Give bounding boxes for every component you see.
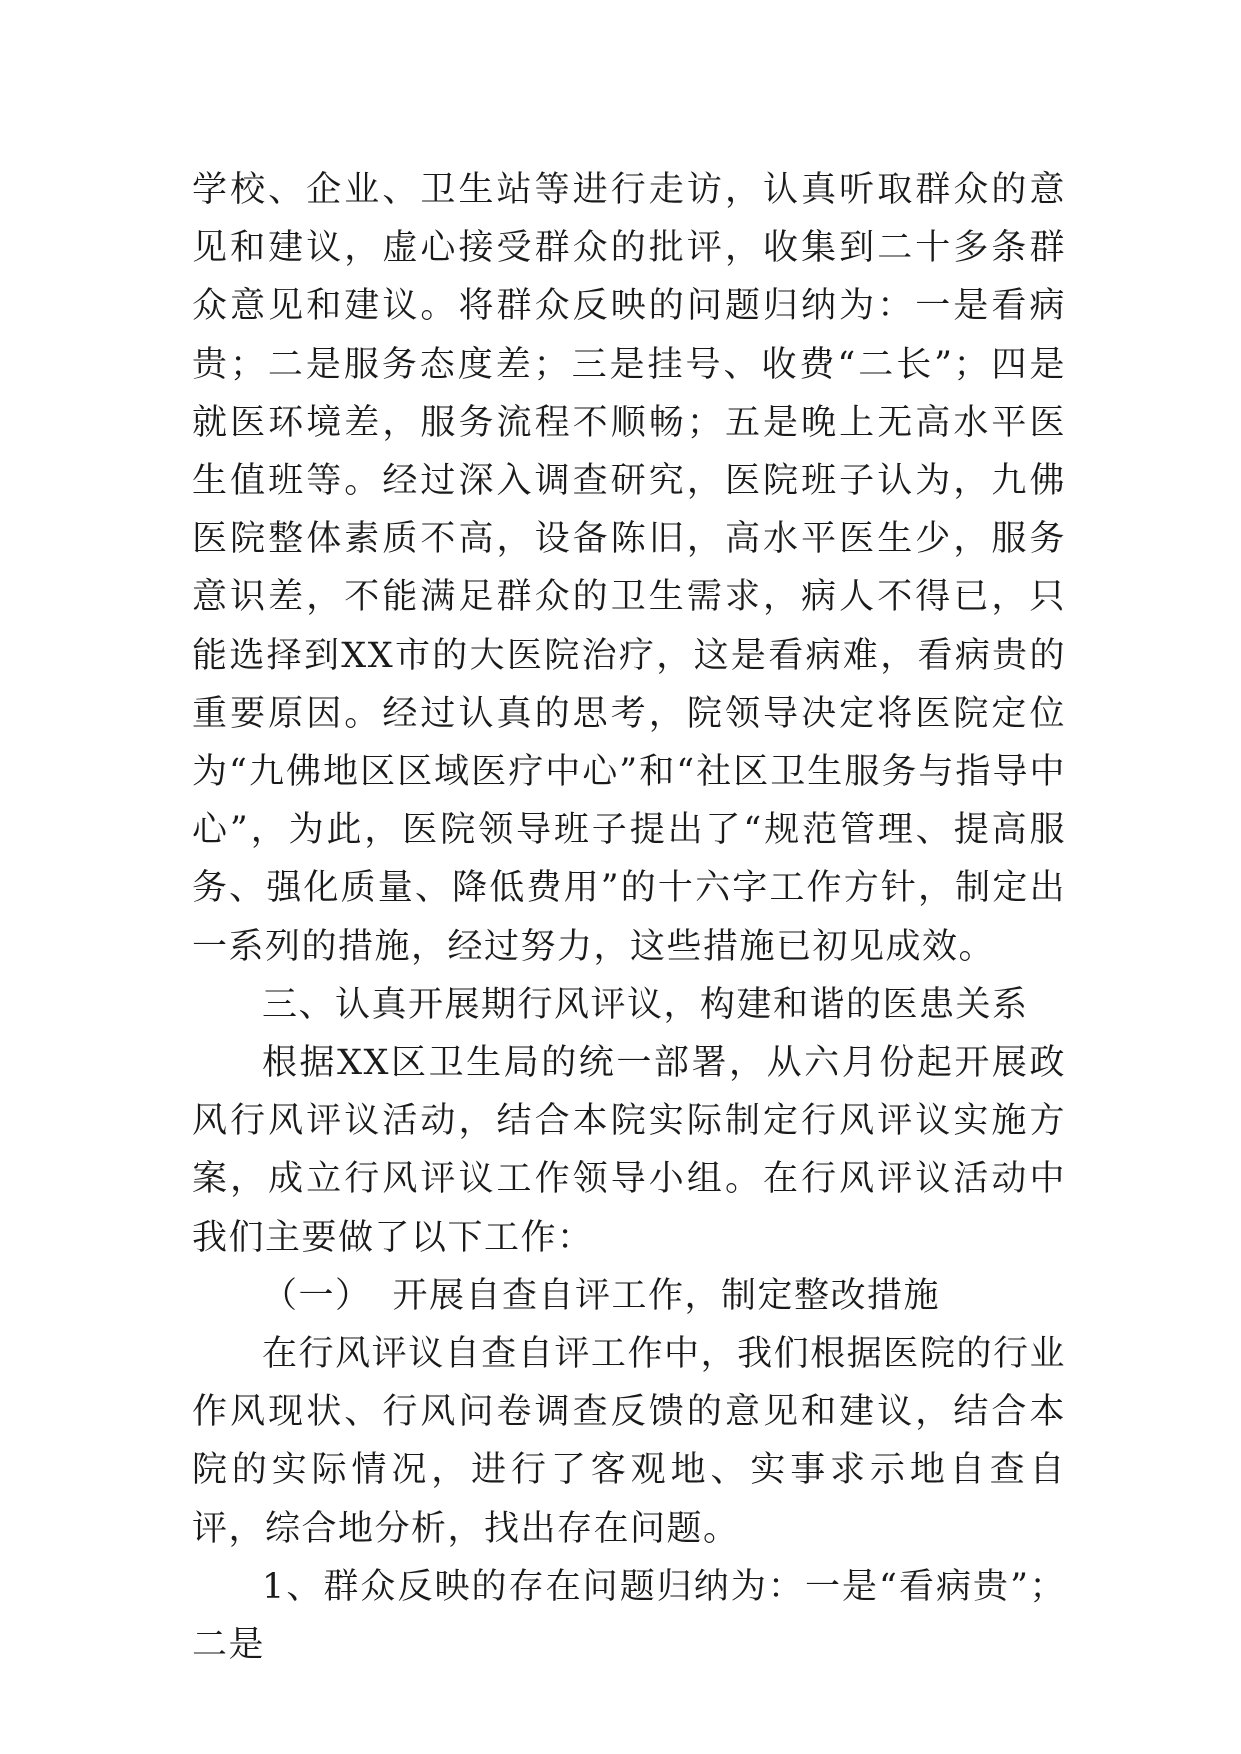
document-body bbox=[192, 161, 1066, 1674]
subheading-title: 开展自查自评工作，制定整改措施 bbox=[392, 1275, 941, 1316]
paragraph-visit-feedback: 学校、企业、卫生站等进行走访，认真听取群众的意见和建议，虚心接受群众的批评，收集到二十多条群众意见和建议。将群众反映的问题归纳为：一是看病贵；二是服务态度差；三是挂号、收费“二长”；四是就医环境差，服务流程不顺畅；五是晚上无高水平医生值班等。经过深入调查研究，医院班子认为，九佛医院整体素质不高，设备陈旧，高水平医生少，服务意识差，不能满足群众的卫生需求，病人不得已，只能选择到XX市的大医院治疗，这是看病难，看病贵的重要原因。经过认真的思考，院领导决定将医院定位为“九佛地区区域医疗中心”和“社区卫生服务与指导中心”，为此，医院领导班子提出了“规范管理、提高服务、强化质量、降低费用”的十六字工作方针，制定出一系列的措施，经过努力，这些措施已初见成效。 bbox=[192, 170, 1066, 967]
paragraph-deployment: 根据XX区卫生局的统一部署，从六月份起开展政风行风评议活动，结合本院实际制定行风评议实施方案，成立行风评议工作领导小组。在行风评议活动中我们主要做了以下工作： bbox=[192, 1043, 1066, 1258]
section-heading-three: 三、认真开展期行风评议，构建和谐的医患关系 bbox=[262, 984, 1029, 1025]
subheading-self-check bbox=[192, 1267, 1066, 1325]
paragraph-problem-list: 1、群众反映的存在问题归纳为：一是“看病贵”；二是 bbox=[192, 1566, 1066, 1666]
subheading-number: （一） bbox=[262, 1275, 372, 1316]
paragraph-self-evaluation: 在行风评议自查自评工作中，我们根据医院的行业作风现状、行风问卷调查反馈的意见和建议，结合本院的实际情况，进行了客观地、实事求示地自查自评，综合地分析，找出存在问题。 bbox=[192, 1334, 1066, 1549]
